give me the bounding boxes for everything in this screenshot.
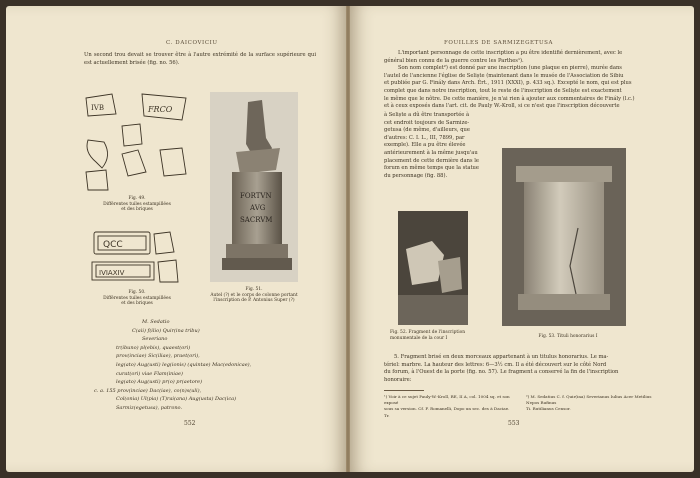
right-page (350, 6, 694, 472)
stamp-ivb: IVB (91, 104, 104, 112)
para1-line: et à ceux exposés dans l'art. cit. de Paulу W.-Kroll, si ce n'est que l'inscription découverte (384, 103, 620, 110)
stamp-ivlaxiv: IVIAXIV (99, 269, 125, 277)
para2-line: exemple). Elle a pu être élevée (384, 142, 466, 149)
para3-line: 5. Fragment brisé en deux morceaux appartenant à un titulus honorarius. Le ma- (394, 354, 609, 360)
fig50-caption-line3: et des briques (121, 301, 153, 307)
para1-line: général bien connu de la guerre contre les Parthes¹). (384, 57, 524, 64)
right-paragraph-1 (384, 50, 654, 111)
para1-line: l'autel de l'ancienne l'église de Seliște (maintenant dans le musée de l'Association de Sibiu (384, 72, 624, 79)
para3-line: honoraire: (384, 376, 412, 383)
para3-line: tériel: marbre. La hauteur des lettres: 6—3½ cm. Il a été découvert sur le côté Nord (384, 361, 607, 368)
inscription-line: leg(ato) Aug(usti) pr(o) pr(aetore) (116, 379, 203, 386)
footnote-line: ¹) Voir à ce sujet Pauly-W.-Kroll, RE, II A, col. 1004 sq. et son exposé (384, 394, 510, 406)
para2-line: antérieurement à la même jusqu'au (384, 149, 478, 156)
para2-line: forum en même temps que la statue (384, 165, 479, 172)
fig53-honorary-base-photo (502, 148, 626, 326)
inscription-transcription (94, 318, 304, 413)
para1-line: complet que dans notre inscription, tout le reste de l'inscription de Seliște est exactement (384, 87, 622, 94)
stamp-qcc: QCC (103, 240, 123, 250)
footnote-block-left (384, 394, 514, 419)
fig50-caption-line2: Différentes tuiles estampillées (103, 295, 171, 301)
fig50-caption (92, 290, 182, 307)
inscription-line: tr(ibuno) pl(ebis), quaest(ori) (116, 344, 191, 351)
para2-line: d'autres: C. I. L., III, 7899, par (384, 134, 465, 141)
right-paragraph-2 (384, 112, 504, 180)
inscription-line: leg(ato) Aug(usti) leg(ionis) (quintae) Mac(edonicae), (116, 361, 252, 368)
para2-line: du personnage (fig. 88). (384, 172, 448, 179)
fig52-caption-line2: monumentale de la cour I (390, 335, 448, 341)
inscription-line: c. a. 155 prov(inciae) Dac(iae), co(n)s(uli), (94, 387, 202, 394)
altar-text-line1: FORTVN (240, 192, 272, 200)
fig49-caption (92, 196, 182, 213)
footnote-rule (384, 390, 424, 391)
para3-line: du forum, à l'Ouest de la porte (fig. no. 57). Le fragment a conservé la fin de l'inscription (384, 369, 619, 376)
altar-text-line2: AVG (250, 204, 266, 212)
para2-line: à Seliște a dû être transportée à (384, 112, 470, 118)
left-running-head: C. DAICOVICIU (166, 40, 218, 46)
fig51-caption-line1: Fig. 51. (245, 287, 263, 292)
footnote-line: Ti. Rutilianus Censor. (526, 406, 571, 412)
right-page-number: 553 (508, 420, 520, 427)
para1-line: L'important personnage de cette inscription a pu être identifié dernièrement, avec le (398, 50, 623, 56)
fig51-caption-line2: Autel (?) et le corps de colonne portant (210, 292, 298, 298)
fig52-caption (390, 330, 476, 341)
fig52-fragment-photo (398, 211, 468, 325)
fig49-caption-line2: Différentes tuiles estampillées (103, 201, 171, 207)
para2-line: placement de cette dernière dans le (384, 157, 479, 164)
fragment-image (398, 211, 468, 325)
altar-text-line3: SACRVM (240, 216, 273, 224)
para1-line: le même que le nôtre. De cette manière, je n'ai rien à ajouter aux commentaires de Finály (l.c.) (384, 95, 635, 102)
fig49-tile-stamps-drawing (82, 86, 200, 194)
fig51-caption-line3: l'inscription de P. Antonius Super (?) (213, 298, 295, 304)
para2-line: cet endroit toujours de Sarmize- (384, 119, 470, 126)
footnote-block-right (526, 394, 656, 413)
left-intro-text: Un second trou devait se trouver être à l'autre extrémité de la surface supérieure qui est actuellement brisée (fig. no. 56). (84, 52, 316, 66)
fig52-caption-line1: Fig. 52. Fragment de l'inscription (390, 330, 466, 335)
fig50-tile-stamps-drawing (90, 228, 190, 286)
inscription-line: M. Sedatio (142, 319, 170, 325)
altar-stone-image (210, 92, 298, 282)
para1-line: et publiée par G. Finály dans Arch. Ért., 1911 (XXXI), p. 433 sq.). Excepté le nom, qui est plus (384, 80, 632, 87)
fig50-caption-line1: Fig. 50. (128, 290, 146, 295)
fig51-altar-photo (210, 92, 298, 282)
right-running-head: FOUILLES DE SARMIZEGETUSA (444, 40, 554, 46)
stamp-frco: FRCO (148, 105, 173, 114)
fig53-caption: Fig. 53. Tituli honorarius I (538, 334, 598, 339)
left-page-number: 552 (184, 420, 196, 427)
inscription-line: prov(inciae) Sic(iliae), praet(ori), (116, 353, 200, 360)
inscription-line: Col(onia) Ul(pia) (T)rai(ana) Aug(usta) Dac(ica) (116, 396, 237, 403)
fig51-caption (206, 287, 302, 304)
fig49-caption-line1: Fig. 49. (128, 196, 146, 201)
inscription-line: Sarmiz(egetusa), patrono. (116, 404, 183, 411)
fig49-caption-line3: et des briques (121, 207, 153, 213)
right-paragraph-3 (384, 354, 654, 384)
inscription-line: curat(ori) viae Flam(iniae) (116, 370, 183, 377)
para1-line: Son nom complet²) est donné par une inscription (une plaque en pierre), murée dans (398, 65, 622, 72)
honorary-base-image (502, 148, 626, 326)
footnote-line: sous sa version. Cf. F. Romanelli, Dopo un sec. des à Daciae. Tr. (384, 406, 510, 418)
footnote-line: ²) M. Sedatius C. f. Quir(ina) Severianus Iulius Acer Metilius Nepos Rufinus (526, 394, 652, 406)
left-page (6, 6, 346, 472)
inscription-line: Severiano (142, 336, 168, 343)
para2-line: getusa (de même, d'ailleurs, que (384, 127, 470, 134)
inscription-line: C(aii) f(ilio) Quir(ina tribu) (132, 327, 200, 334)
